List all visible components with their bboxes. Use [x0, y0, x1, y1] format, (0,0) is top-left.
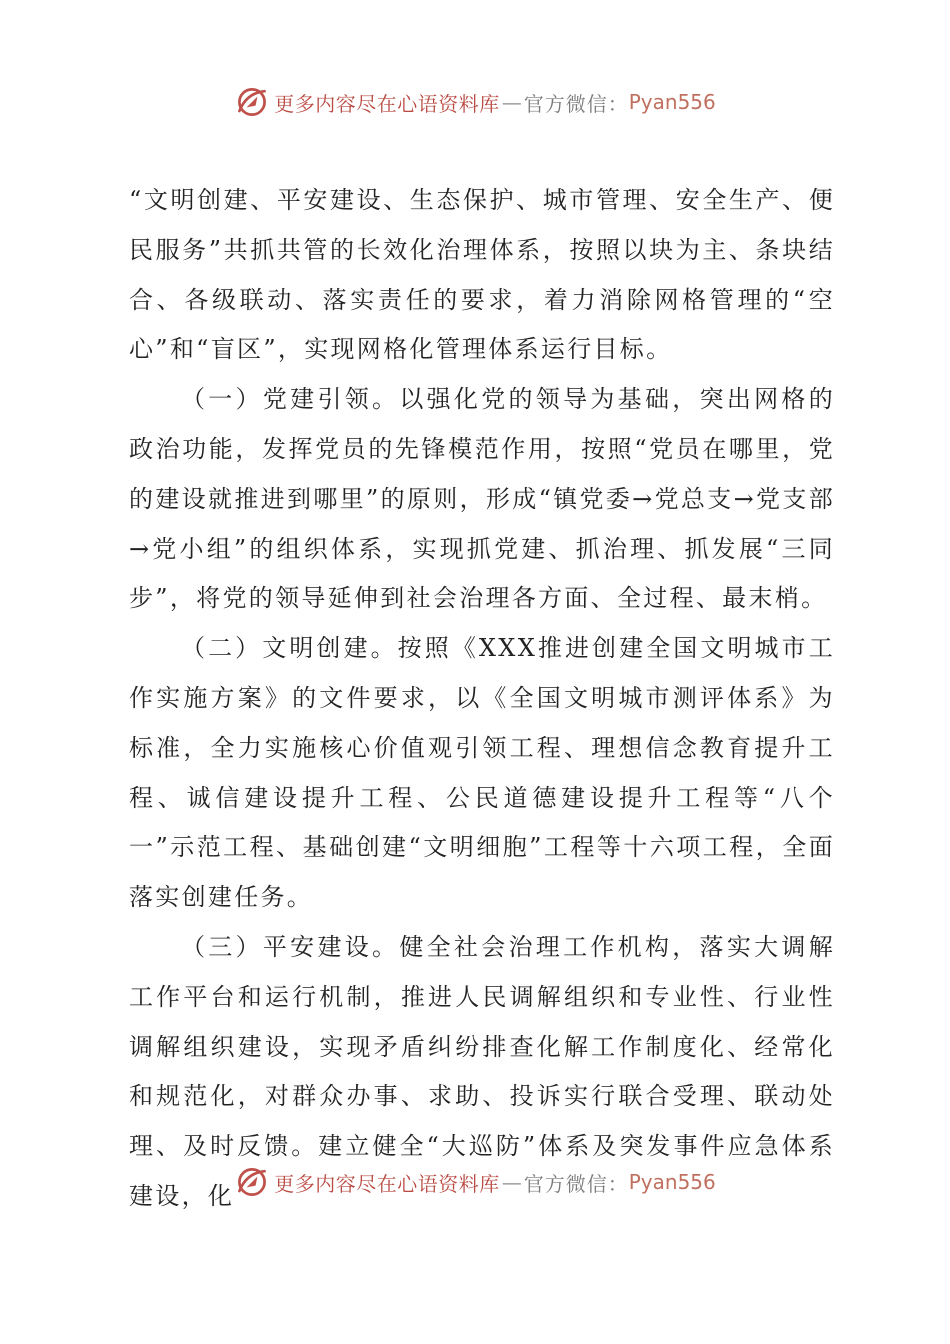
watermark-wechat-label: 官方微信：	[523, 91, 629, 116]
watermark-brand-text: 更多内容尽在心语资料库	[274, 1171, 500, 1196]
document-body	[129, 176, 835, 1222]
footer-watermark	[0, 1162, 950, 1202]
paragraph-safety: （三）平安建设。健全社会治理工作机构，落实大调解工作平台和运行机制，推进人民调解组织和专业性、行业性调解组织建设，实现矛盾纠纷排查化解工作制度化、经常化和规范化，对群众办事、求助、投诉实行联合受理、联动处理、及时反馈。建立健全“大巡防”体系及突发事件应急体系建设，化	[129, 932, 835, 1210]
watermark-separator: —	[501, 1170, 522, 1194]
watermark-wechat-label: 官方微信：	[523, 1171, 629, 1196]
watermark-wechat-id: Pyan556	[628, 90, 716, 114]
header-watermark	[0, 82, 950, 122]
pen-nib-logo-icon	[234, 1164, 270, 1200]
watermark-wechat-id: Pyan556	[628, 1170, 716, 1194]
paragraph-party-building: （一）党建引领。以强化党的领导为基础，突出网格的政治功能，发挥党员的先锋模范作用，按照“党员在哪里，党的建设就推进到哪里”的原则，形成“镇党委→党总支→党支部→党小组”的组织体系，实现抓党建、抓治理、抓发展“三同步”，将党的领导延伸到社会治理各方面、全过程、最末梢。	[129, 385, 835, 613]
watermark-separator: —	[501, 90, 522, 114]
paragraph-continued: “文明创建、平安建设、生态保护、城市管理、安全生产、便民服务”共抓共管的长效化治理体系，按照以块为主、条块结合、各级联动、落实责任的要求，着力消除网格管理的“空心”和“盲区”，实现网格化管理体系运行目标。	[129, 186, 835, 364]
pen-nib-logo-icon	[234, 84, 270, 120]
watermark-brand-text: 更多内容尽在心语资料库	[274, 91, 500, 116]
paragraph-civilization: （二）文明创建。按照《XXX推进创建全国文明城市工作实施方案》的文件要求，以《全国文明城市测评体系》为标准，全力实施核心价值观引领工程、理想信念教育提升工程、诚信建设提升工程、公民道德建设提升工程等“八个一”示范工程、基础创建“文明细胞”工程等十六项工程，全面落实创建任务。	[129, 634, 835, 912]
